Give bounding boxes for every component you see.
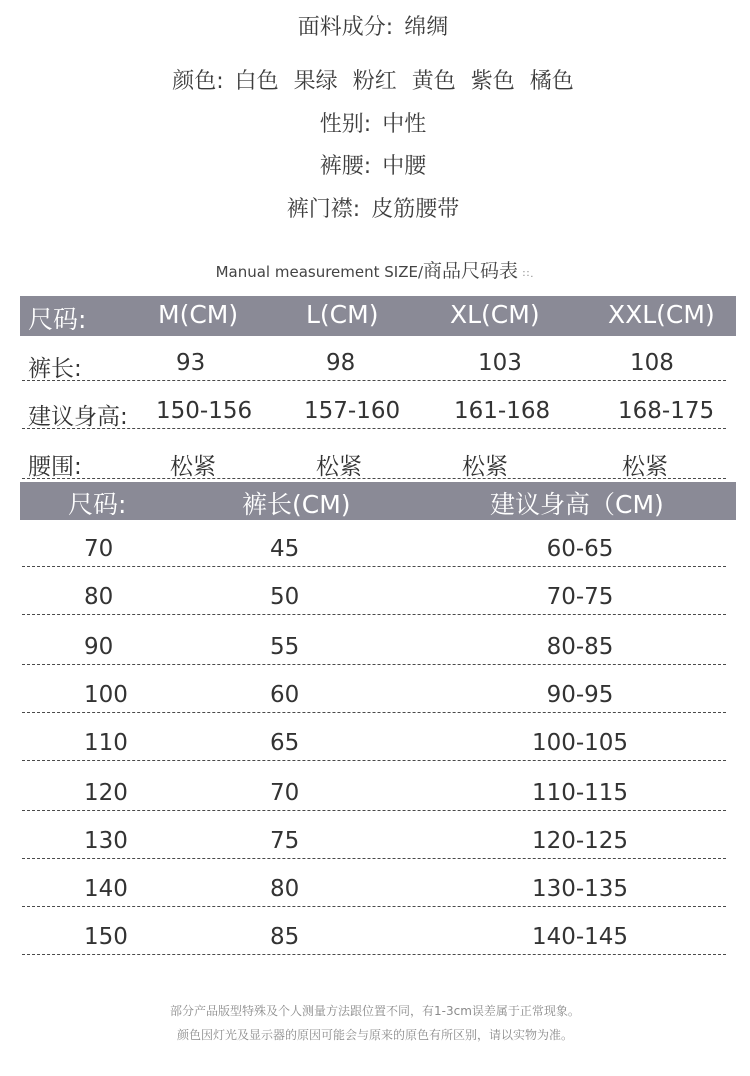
table-row: [22, 828, 726, 859]
table-cell-length: 65: [270, 730, 300, 756]
colors-line: [0, 64, 750, 95]
table-cell-length: 85: [270, 924, 300, 950]
adult-table-header: [20, 296, 736, 336]
color-option: 果绿: [293, 69, 338, 94]
color-option: 粉红: [352, 69, 397, 94]
table-cell-height: 60-65: [546, 536, 614, 562]
table-cell-height: 100-105: [531, 730, 629, 756]
table-cell: 98: [326, 350, 356, 376]
gender-value: 中性: [382, 112, 427, 137]
subtitle-cn: 商品尺码表: [423, 260, 519, 282]
kids-header-height: 建议身高（CM): [490, 490, 664, 519]
kids-table-header: [20, 482, 736, 520]
table-row: [22, 584, 726, 615]
table-cell: 松紧: [622, 454, 668, 480]
table-row: [22, 876, 726, 907]
table-cell-height: 130-135: [531, 876, 629, 902]
adult-header-label: 尺码:: [28, 305, 87, 334]
subtitle-dots: ∷.: [522, 269, 535, 280]
table-cell-length: 55: [270, 634, 300, 660]
table-cell-size: 80: [84, 584, 114, 610]
table-cell-height: 140-145: [531, 924, 629, 950]
table-cell-height: 80-85: [546, 634, 614, 660]
fly-line: [0, 192, 750, 223]
table-cell: 157-160: [304, 398, 401, 424]
table-row: [22, 730, 726, 761]
adult-row-height: [22, 396, 726, 429]
table-cell: 松紧: [462, 454, 508, 480]
table-cell: 93: [176, 350, 206, 376]
row-label: 建议身高:: [28, 404, 128, 430]
gender-label: 性别:: [319, 112, 372, 137]
fabric-label: 面料成分:: [297, 15, 394, 40]
table-cell-size: 100: [84, 682, 128, 708]
table-cell: 150-156: [156, 398, 253, 424]
table-cell: 松紧: [316, 454, 362, 480]
table-cell-size: 90: [84, 634, 114, 660]
adult-header-size: XL(CM): [450, 300, 540, 329]
table-row: [22, 634, 726, 665]
table-cell: 161-168: [454, 398, 551, 424]
fabric-line: [0, 10, 750, 41]
row-label: 腰围:: [28, 454, 82, 480]
fly-label: 裤门襟:: [286, 197, 361, 222]
table-cell-length: 80: [270, 876, 300, 902]
color-option: 黄色: [411, 69, 456, 94]
size-chart-subtitle: [0, 256, 750, 283]
color-option: 白色: [234, 69, 279, 94]
table-cell: 103: [478, 350, 522, 376]
table-cell-size: 130: [84, 828, 128, 854]
colors-label: 颜色:: [172, 69, 224, 94]
table-cell-height: 110-115: [531, 780, 629, 806]
footer-note-2: 颜色因灯光及显示器的原因可能会与原来的原色有所区别，请以实物为准。: [176, 1028, 573, 1042]
fly-value: 皮筋腰带: [371, 197, 460, 222]
table-cell-height: 70-75: [546, 584, 614, 610]
table-cell-height: 90-95: [546, 682, 614, 708]
color-option: 橘色: [529, 69, 574, 94]
adult-header-size: M(CM): [158, 300, 239, 329]
table-row: [22, 682, 726, 713]
table-cell: 108: [630, 350, 674, 376]
kids-header-length: 裤长(CM): [242, 490, 351, 519]
table-cell-size: 140: [84, 876, 128, 902]
kids-header-size: 尺码:: [68, 490, 127, 519]
row-label: 裤长:: [28, 356, 82, 382]
footer-note-1: 部分产品版型特殊及个人测量方法跟位置不同，有1-3cm误差属于正常现象。: [170, 1004, 580, 1018]
subtitle-en: Manual measurement SIZE/: [215, 263, 424, 281]
table-cell-length: 50: [270, 584, 300, 610]
adult-row-length: [22, 348, 726, 381]
table-cell-length: 60: [270, 682, 300, 708]
table-cell: 松紧: [170, 454, 216, 480]
fabric-value: 绵绸: [404, 15, 449, 40]
table-cell-size: 110: [84, 730, 128, 756]
table-cell-length: 75: [270, 828, 300, 854]
table-cell-height: 120-125: [531, 828, 629, 854]
gender-line: [0, 107, 750, 138]
table-row: [22, 536, 726, 567]
table-cell-size: 120: [84, 780, 128, 806]
waist-height-value: 中腰: [382, 154, 427, 179]
table-cell-size: 70: [84, 536, 114, 562]
adult-row-waist: [22, 446, 726, 479]
waist-height-line: [0, 149, 750, 180]
adult-header-size: XXL(CM): [608, 300, 715, 329]
table-cell-size: 150: [84, 924, 128, 950]
table-row: [22, 924, 726, 955]
color-option: 紫色: [470, 69, 515, 94]
table-row: [22, 780, 726, 811]
table-cell: 168-175: [618, 398, 715, 424]
adult-header-size: L(CM): [306, 300, 379, 329]
table-cell-length: 70: [270, 780, 300, 806]
table-cell-length: 45: [270, 536, 300, 562]
waist-height-label: 裤腰:: [319, 154, 372, 179]
